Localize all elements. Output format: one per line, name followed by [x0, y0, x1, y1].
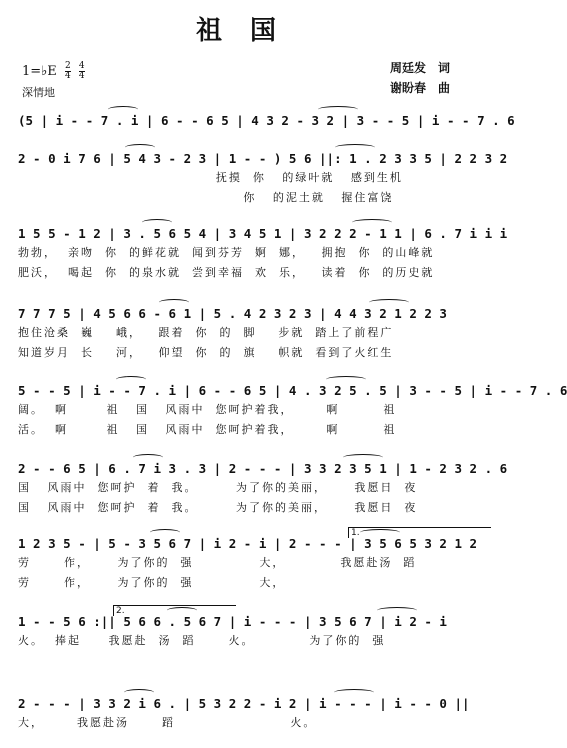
volta-bracket: 1. — [348, 527, 491, 538]
lyricist: 周廷发 词 — [390, 61, 451, 75]
notation-line: 1 5 5 - 1 2 | 3 . 5 6 5 4 | 3 4 5 1 | 3 2 2 2 - 1 1 | 6 . 7 i i i — [18, 226, 508, 241]
score-system-3 — [18, 225, 508, 283]
key-signature — [22, 62, 85, 81]
slur-mark — [335, 144, 375, 151]
notation-line: 1 - - 5 6 :|| 5 6 6 . 5 6 7 | i - - - | 3 5 6 7 | i 2 - i — [18, 614, 447, 629]
time-signature-1 — [65, 62, 71, 81]
lyric-line-verse-1: 国 风雨中 您呵护 着 我。 为了你的美丽， 我愿日 夜 — [18, 481, 418, 494]
notation-line: 7 7 7 5 | 4 5 6 6 - 6 1 | 5 . 4 2 3 2 3 | 4 4 3 2 1 2 2 3 — [18, 306, 447, 321]
score-system-9 — [18, 695, 488, 733]
slur-mark — [124, 689, 154, 696]
lyric-line-verse-2: 你 的泥土就 握住富饶 — [18, 191, 394, 204]
expression-mark: 深情地 — [22, 86, 55, 99]
slur-mark — [326, 376, 366, 383]
lyric-line-verse-2: 知道岁月 长 河， 仰望 你 的 旗 帜就 看到了火红生 — [18, 346, 394, 359]
time-sig-1-den: 4 — [64, 71, 71, 81]
time-sig-2-num: 4 — [78, 61, 85, 71]
song-title: 祖国 — [195, 16, 304, 46]
notation-line: 2 - - - | 3 3 2 i 6 . | 5 3 2 2 - i 2 | i - - - | i - - 0 || — [18, 696, 470, 711]
slur-mark — [360, 529, 400, 536]
slur-mark — [159, 299, 189, 306]
slur-mark — [352, 219, 392, 226]
score-system-6 — [18, 460, 508, 518]
score-system-4 — [18, 305, 488, 363]
notation-line: 2 - - 6 5 | 6 . 7 i 3 . 3 | 2 - - - | 3 3 2 3 5 1 | 1 - 2 3 2 . 6 — [18, 461, 508, 476]
lyric-line-verse-1: 劳 作， 为了你的 强 大， 我愿赴汤 蹈 — [18, 556, 417, 569]
lyric-line-verse-2: 活。 啊 祖 国 风雨中 您呵护着我， 啊 祖 — [18, 423, 397, 436]
time-signature-2 — [79, 62, 85, 81]
score-system-7 — [18, 528, 488, 593]
notation-line: 1 2 3 5 - | 5 - 3 5 6 7 | i 2 - i | 2 - - - | 3 5 6 5 3 2 1 2 — [18, 536, 478, 551]
score-system-1 — [18, 112, 515, 130]
lyric-line-verse-1: 勃勃， 亲吻 你 的鲜花就 闻到芬芳 婀 娜， 拥抱 你 的山峰就 — [18, 246, 435, 259]
notation-line: 5 - - 5 | i - - 7 . i | 6 - - 6 5 | 4 . 3 2 5 . 5 | 3 - - 5 | i - - 7 . 6 — [18, 383, 567, 398]
lyric-line-verse-1: 抚摸 你 的绿叶就 感到生机 — [18, 171, 403, 184]
slur-mark — [318, 106, 358, 113]
score-system-5 — [18, 382, 567, 440]
composer: 谢盼春 曲 — [390, 81, 451, 95]
lyric-line-verse-2: 劳 作， 为了你的 强 大， — [18, 576, 286, 589]
volta-bracket: 2. — [113, 605, 236, 616]
slur-mark — [133, 454, 163, 461]
slur-mark — [334, 689, 374, 696]
notation-line: 2 - 0 i 7 6 | 5 4 3 - 2 3 | 1 - - ) 5 6 ||: 1 . 2 3 3 5 | 2 2 3 2 — [18, 151, 508, 166]
slur-mark — [369, 299, 409, 306]
lyric-line-verse-2: 肥沃， 喝起 你 的泉水就 尝到幸福 欢 乐， 读着 你 的历史就 — [18, 266, 435, 279]
key-label: 1=♭E — [22, 64, 57, 79]
slur-mark — [142, 219, 172, 226]
lyric-line-verse-2: 国 风雨中 您呵护 着 我。 为了你的美丽， 我愿日 夜 — [18, 501, 418, 514]
slur-mark — [377, 607, 417, 614]
score-system-2 — [18, 150, 508, 208]
credits — [390, 58, 450, 98]
time-sig-1-num: 2 — [64, 61, 71, 71]
time-sig-2-den: 4 — [78, 71, 85, 81]
score-system-8 — [18, 606, 488, 651]
slur-mark — [167, 607, 197, 614]
lyric-line-verse-1: 大， 我愿赴汤 蹈 火。 — [18, 716, 317, 729]
slur-mark — [150, 529, 180, 536]
slur-mark — [116, 376, 146, 383]
lyric-line-verse-1: 阔。 啊 祖 国 风雨中 您呵护着我， 啊 祖 — [18, 403, 397, 416]
slur-mark — [108, 106, 138, 113]
notation-line: (5 | i - - 7 . i | 6 - - 6 5 | 4 3 2 - 3 2 | 3 - - 5 | i - - 7 . 6 — [18, 113, 515, 128]
slur-mark — [125, 144, 155, 151]
slur-mark — [343, 454, 383, 461]
lyric-line-verse-1: 火。 捧起 我愿赴 汤 蹈 火。 为了你的 强 — [18, 634, 386, 647]
lyric-line-verse-1: 抱住沧桑 巍 峨， 跟着 你 的 脚 步就 踏上了前程广 — [18, 326, 394, 339]
